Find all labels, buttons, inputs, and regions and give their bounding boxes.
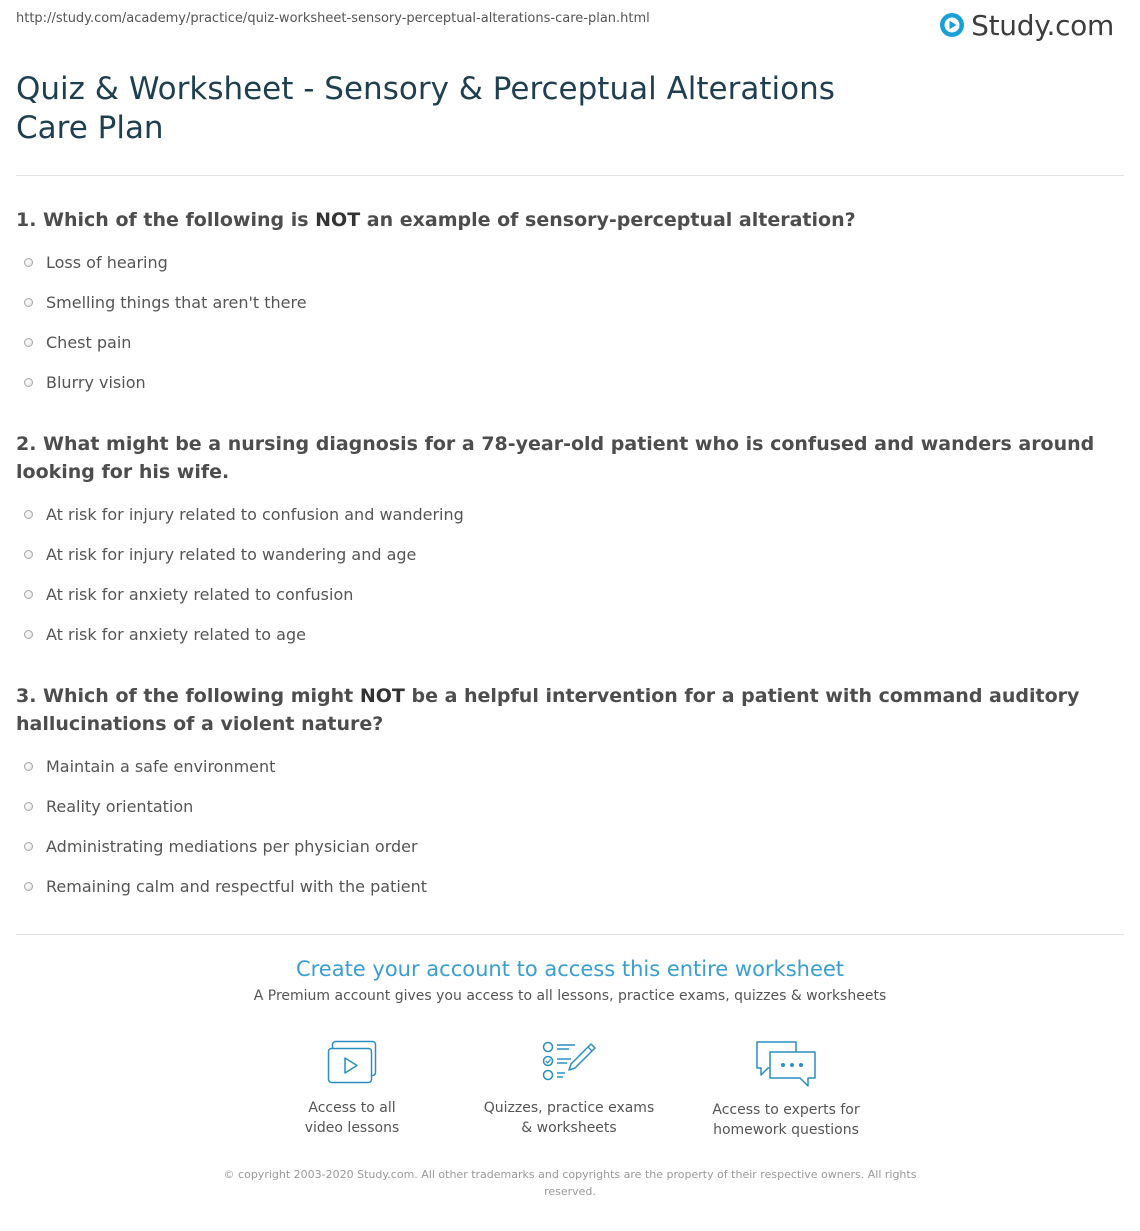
divider [16,175,1124,176]
radio-button-icon[interactable] [24,510,33,519]
answer-option[interactable]: At risk for anxiety related to confusion [24,574,464,614]
feature-quizzes: Quizzes, practice exams & worksheets [469,1040,669,1138]
radio-button-icon[interactable] [24,882,33,891]
radio-button-icon[interactable] [24,298,33,307]
radio-button-icon[interactable] [24,338,33,347]
create-account-link[interactable]: Create your account to access this entire worksheet [295,957,845,981]
radio-button-icon[interactable] [24,762,33,771]
question-2-options [24,494,464,654]
radio-button-icon[interactable] [24,258,33,267]
radio-button-icon[interactable] [24,630,33,639]
feature-video-lessons: Access to all video lessons [252,1040,452,1138]
question-3: 3. Which of the following might NOT be a helpful intervention for a patient with command auditory hallucinations of a violent nature? [16,685,1080,735]
answer-option[interactable]: Loss of hearing [24,242,307,282]
radio-button-icon[interactable] [24,550,33,559]
radio-button-icon[interactable] [24,378,33,387]
radio-button-icon[interactable] [24,842,33,851]
quiz-checklist-icon [541,1040,597,1086]
answer-option[interactable]: Reality orientation [24,786,427,826]
study-logo[interactable] [939,8,1114,42]
answer-option[interactable]: At risk for injury related to wandering and age [24,534,464,574]
answer-option[interactable]: Smelling things that aren't there [24,282,307,322]
answer-option[interactable]: At risk for injury related to confusion and wandering [24,494,464,534]
question-1-options [24,242,307,402]
video-lessons-icon [326,1040,378,1086]
copyright-notice: © copyright 2003-2020 Study.com. All other trademarks and copyrights are the property of their respective owners. All rights reserved. [223,1168,917,1198]
radio-button-icon[interactable] [24,802,33,811]
premium-description: A Premium account gives you access to all lessons, practice exams, quizzes & worksheets [253,988,887,1004]
question-1: 1. Which of the following is NOT an example of sensory-perceptual alteration? [16,209,856,231]
feature-experts: Access to experts for homework questions [686,1040,886,1140]
answer-option[interactable]: Remaining calm and respectful with the patient [24,866,427,906]
play-logo-icon [939,12,965,38]
logo-text: Study.com [971,8,1114,42]
question-3-options [24,746,427,906]
page-url: http://study.com/academy/practice/quiz-worksheet-sensory-perceptual-alterations-care-plan.html [16,11,650,26]
radio-button-icon[interactable] [24,590,33,599]
answer-option[interactable]: Administrating mediations per physician order [24,826,427,866]
page-title: Quiz & Worksheet - Sensory & Perceptual Alterations Care Plan [16,71,835,146]
answer-option[interactable]: At risk for anxiety related to age [24,614,464,654]
divider [16,934,1124,935]
chat-bubbles-icon [754,1040,818,1088]
answer-option[interactable]: Maintain a safe environment [24,746,427,786]
answer-option[interactable]: Blurry vision [24,362,307,402]
answer-option[interactable]: Chest pain [24,322,307,362]
question-2: 2. What might be a nursing diagnosis for a 78-year-old patient who is confused and wanders around looking for his wife. [16,433,1095,483]
